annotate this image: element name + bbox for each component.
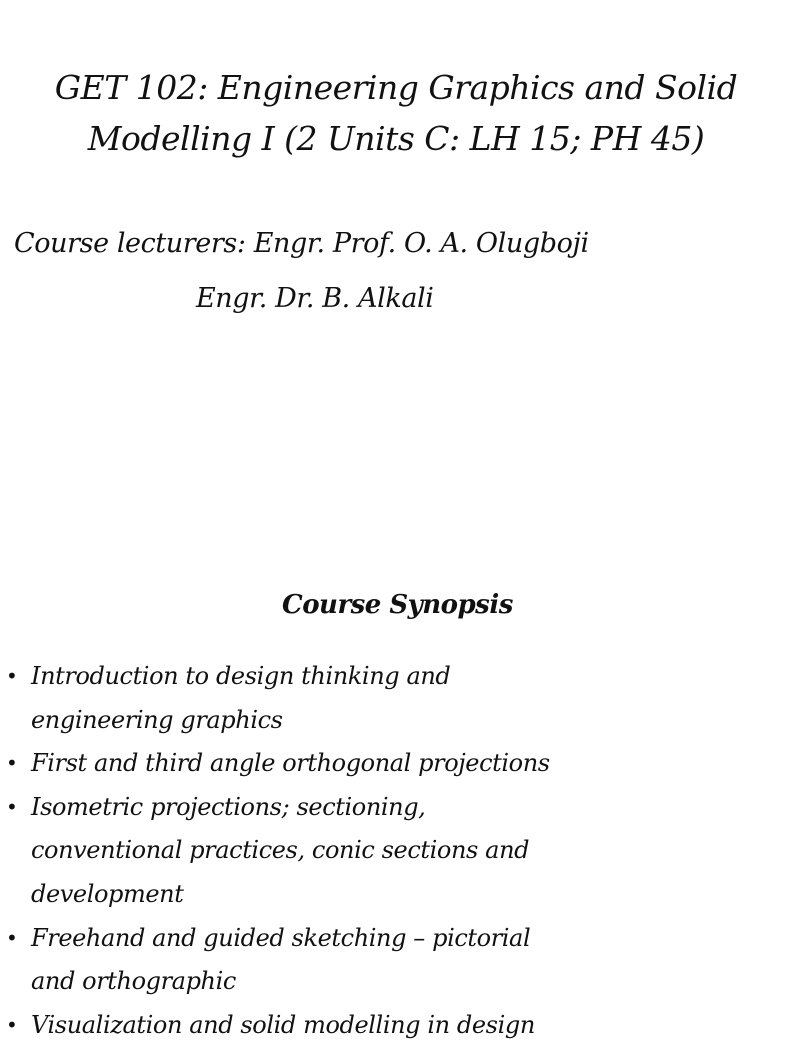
list-item-line: Freehand and guided sketching – pictorial <box>31 923 531 952</box>
bullet-icon: • <box>6 751 18 776</box>
list-item-line: development <box>31 879 184 908</box>
document-title <box>0 62 792 164</box>
course-lecturers <box>14 216 589 326</box>
list-item <box>0 655 560 742</box>
bullet-icon: • <box>6 925 18 950</box>
synopsis-list <box>0 655 560 1047</box>
lecturers-line-2: Engr. Dr. B. Alkali <box>196 283 434 314</box>
list-item <box>0 917 560 1004</box>
list-item <box>0 742 560 786</box>
bullet-icon: • <box>6 1012 18 1037</box>
synopsis-heading: Course Synopsis <box>282 590 513 620</box>
lecturers-line-1: Course lecturers: Engr. Prof. O. A. Olugboji <box>14 228 589 259</box>
list-item-line: conventional practices, conic sections and <box>31 836 530 865</box>
title-line-1: GET 102: Engineering Graphics and Solid <box>54 68 738 107</box>
bullet-icon: • <box>6 794 18 819</box>
list-item-line: First and third angle orthogonal projections <box>31 749 550 778</box>
list-item-line: and orthographic <box>31 967 236 996</box>
list-item-line: engineering graphics <box>31 705 283 734</box>
list-item-line: Isometric projections; sectioning, <box>31 792 426 821</box>
list-item-line: Introduction to design thinking and <box>31 662 451 690</box>
title-line-2: Modelling I (2 Units C: LH 15; PH 45) <box>87 119 705 158</box>
bullet-icon: • <box>6 664 18 688</box>
list-item <box>0 1004 560 1047</box>
list-item-line: Visualization and solid modelling in design <box>31 1010 535 1039</box>
list-item <box>0 786 560 917</box>
